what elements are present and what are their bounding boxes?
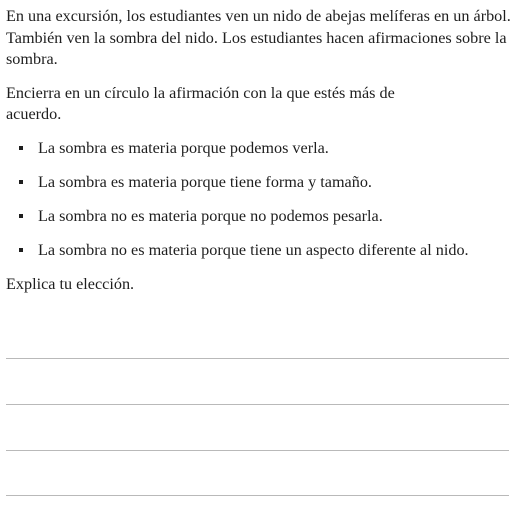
scenario-text: En una excursión, los estudiantes ven un nido de abejas melíferas en un árbol. También ven la sombra del nido. Los estudiantes hacen afirmaciones sobre la sombra.	[6, 7, 511, 68]
instruction-text: Encierra en un círculo la afirmación con la que estés más de acuerdo.	[6, 83, 395, 123]
explain-prompt: Explica tu elección.	[6, 274, 135, 293]
answer-line[interactable]	[6, 404, 509, 405]
option-item[interactable]	[6, 172, 478, 194]
square-bullet-icon	[19, 248, 23, 252]
option-text: La sombra no es materia porque no podemos pesarla.	[38, 206, 383, 225]
square-bullet-icon	[19, 180, 23, 184]
answer-line[interactable]	[6, 495, 509, 496]
square-bullet-icon	[19, 214, 23, 218]
answer-line[interactable]	[6, 450, 509, 451]
option-item[interactable]	[6, 138, 478, 160]
options-list	[6, 138, 520, 262]
option-item[interactable]	[6, 206, 478, 228]
option-text: La sombra no es materia porque tiene un aspecto diferente al nido.	[38, 240, 469, 259]
square-bullet-icon	[19, 146, 23, 150]
answer-line[interactable]	[6, 358, 509, 359]
option-text: La sombra es materia porque tiene forma y tamaño.	[38, 172, 372, 191]
option-item[interactable]	[6, 240, 478, 262]
option-text: La sombra es materia porque podemos verla.	[38, 138, 329, 157]
